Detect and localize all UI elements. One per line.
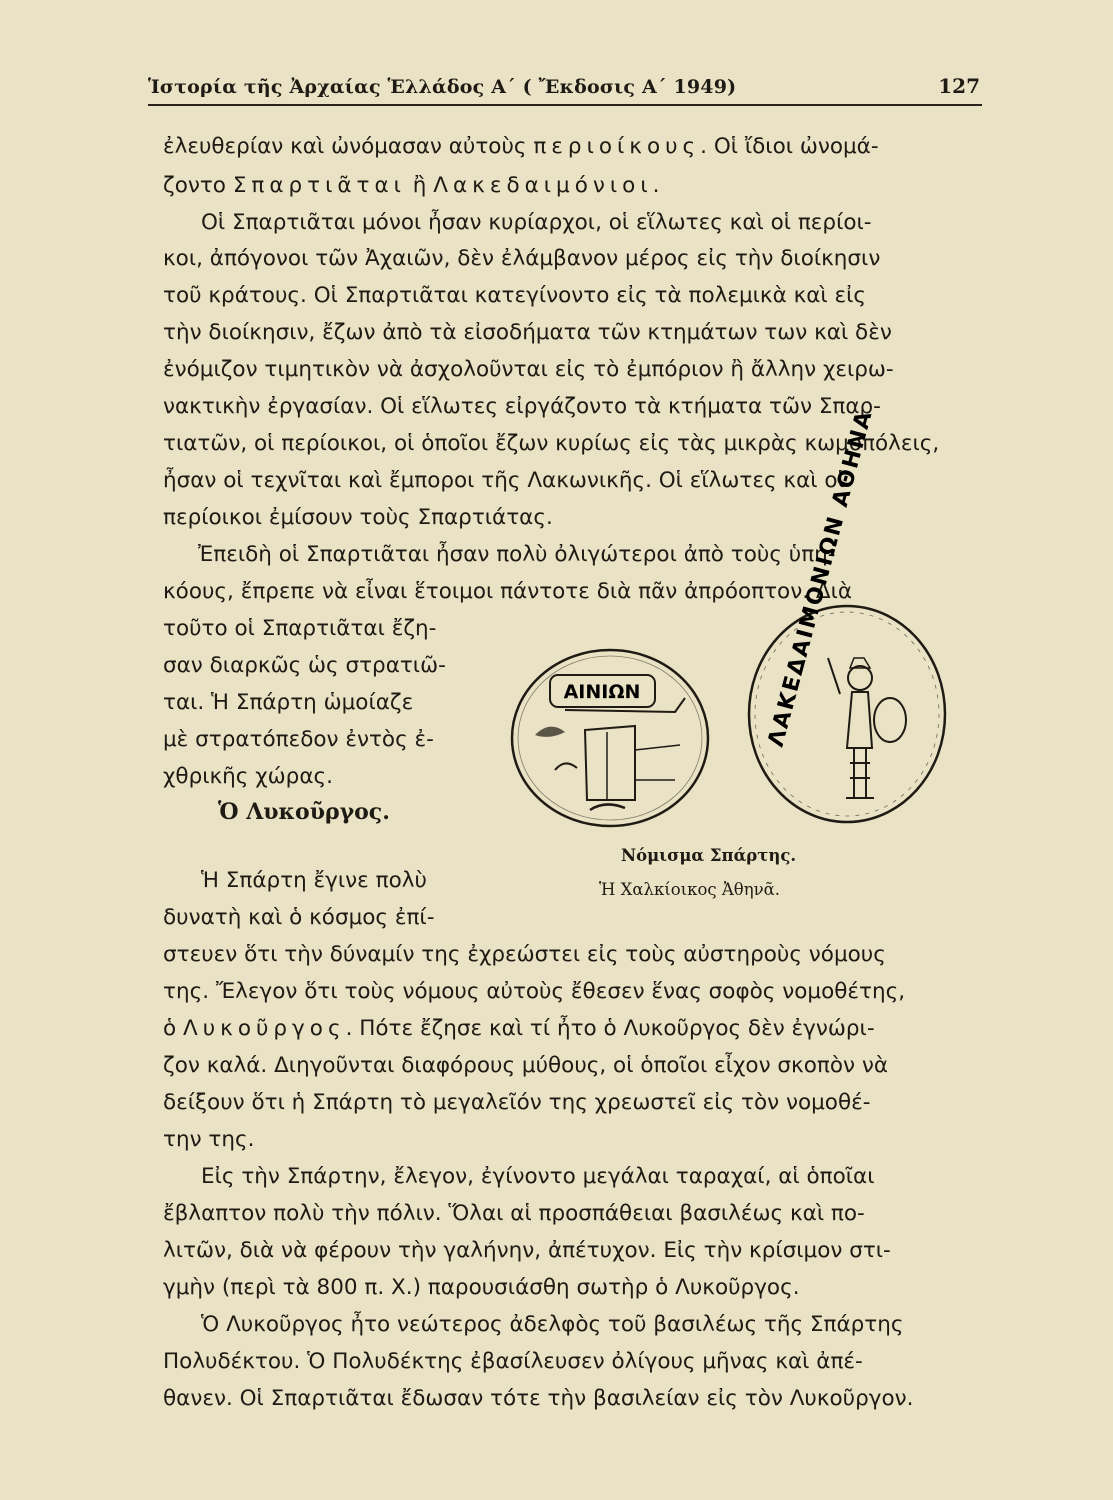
text-line: ἐλευθερίαν καὶ ὠνόμασαν αὐτοὺς περιοίκους. Οἱ ἴδιοι ὠνομά- (163, 134, 879, 159)
text-line: λιτῶν, διὰ νὰ φέρουν τὴν γαλήνην, ἀπέτυχον. Εἰς τὴν κρίσιμον στι- (163, 1238, 891, 1263)
text-line: μὲ στρατόπεδον ἐντὸς ἐ- (163, 727, 434, 752)
figure-caption-title: Νόμισμα Σπάρτης. (621, 846, 797, 865)
text-line: Οἱ Σπαρτιᾶται μόνοι ἦσαν κυρίαρχοι, οἱ εἵλωτες καὶ οἱ περίοι- (201, 210, 872, 235)
text-line: ὁ Λυκοῦργος. Πότε ἔζησε καὶ τί ἦτο ὁ Λυκοῦργος δὲν ἐγνώρι- (163, 1016, 875, 1041)
text-line: ἐνόμιζον τιμητικὸν νὰ ἀσχολοῦνται εἰς τὸ ἐμπόριον ἢ ἄλλην χειρω- (163, 357, 894, 382)
coin-athena-illustration (742, 407, 952, 830)
text-line: ζοντο Σπαρτιᾶται ἢ Λακεδαιμόνιοι. (163, 173, 660, 198)
text-line: στευεν ὅτι τὴν δύναμίν της ἐχρεώστει εἰς τοὺς αὐστηροὺς νόμους (163, 942, 886, 967)
text-line: ἦσαν οἱ τεχνῖται καὶ ἔμποροι τῆς Λακωνικῆς. Οἱ εἵλωτες καὶ οἱ (163, 468, 845, 493)
coin-legend-left: ΑΙΝΙΩΝ (563, 681, 641, 703)
text-line: ἔβλαπτον πολὺ τὴν πόλιν. Ὅλαι αἱ προσπάθειαι βασιλέως καὶ πο- (163, 1201, 865, 1226)
figure-caption-subtitle: Ἡ Χαλκίοικος Ἀθηνᾶ. (599, 880, 781, 899)
page-number: 127 (938, 74, 980, 98)
section-heading: Ὁ Λυκοῦργος. (218, 799, 390, 825)
coin-reverse-illustration (505, 640, 715, 840)
running-header (148, 74, 982, 106)
text-line: Εἰς τὴν Σπάρτην, ἔλεγον, ἐγίνοντο μεγάλαι ταραχαί, αἱ ὁποῖαι (201, 1164, 875, 1189)
text-line: δείξουν ὅτι ἡ Σπάρτη τὸ μεγαλεῖόν της χρεωστεῖ εἰς τὸν νομοθέ- (163, 1090, 871, 1115)
text-line: θανεν. Οἱ Σπαρτιᾶται ἔδωσαν τότε τὴν βασιλείαν εἰς τὸν Λυκοῦργον. (163, 1386, 914, 1411)
text-line: την της. (163, 1127, 255, 1152)
text-line: χθρικῆς χώρας. (163, 764, 333, 789)
text-line: Ὁ Λυκοῦργος ἦτο νεώτερος ἀδελφὸς τοῦ βασιλέως τῆς Σπάρτης (201, 1312, 904, 1337)
text-line: ζον καλά. Διηγοῦνται διαφόρους μύθους, οἱ ὁποῖοι εἶχον σκοπὸν νὰ (163, 1053, 888, 1078)
text-line: Ἡ Σπάρτη ἔγινε πολὺ (201, 868, 427, 893)
text-line: σαν διαρκῶς ὡς στρατιῶ- (163, 653, 446, 678)
text-line: ται. Ἡ Σπάρτη ὡμοίαζε (163, 690, 414, 715)
text-line: τὴν διοίκησιν, ἔζων ἀπὸ τὰ εἰσοδήματα τῶν κτημάτων των καὶ δὲν (163, 320, 892, 345)
text-line: περίοικοι ἐμίσουν τοὺς Σπαρτιάτας. (163, 505, 553, 530)
text-line: τοῦ κράτους. Οἱ Σπαρτιᾶται κατεγίνοντο εἰς τὰ πολεμικὰ καὶ εἰς (163, 283, 867, 308)
text-line: Ἐπειδὴ οἱ Σπαρτιᾶται ἦσαν πολὺ ὀλιγώτεροι ἀπὸ τοὺς ὑπη- (198, 542, 836, 567)
text-line: νακτικὴν ἐργασίαν. Οἱ εἵλωτες εἰργάζοντο τὰ κτήματα τῶν Σπαρ- (163, 394, 881, 419)
text-line: δυνατὴ καὶ ὁ κόσμος ἐπί- (163, 905, 435, 930)
text-line: της. Ἔλεγον ὅτι τοὺς νόμους αὐτοὺς ἔθεσεν ἕνας σοφὸς νομοθέτης, (163, 979, 906, 1004)
text-line: Πολυδέκτου. Ὁ Πολυδέκτης ἐβασίλευσεν ὀλίγους μῆνας καὶ ἀπέ- (163, 1349, 863, 1374)
text-line: γμὴν (περὶ τὰ 800 π. Χ.) παρουσιάσθη σωτὴρ ὁ Λυκοῦργος. (163, 1275, 800, 1300)
text-line: κόους, ἔπρεπε νὰ εἶναι ἕτοιμοι πάντοτε διὰ πᾶν ἀπρόοπτον. Διὰ (163, 579, 853, 604)
text-line: τοῦτο οἱ Σπαρτιᾶται ἔζη- (163, 616, 437, 641)
coin-legend-right: ΛΑΚΕΔΑΙΜΟΝΙΩΝ ΑΘΗΝΑ (763, 407, 878, 750)
text-line: κοι, ἀπόγονοι τῶν Ἀχαιῶν, δὲν ἐλάμβανον μέρος εἰς τὴν διοίκησιν (163, 246, 881, 271)
header-title: Ἱστορία τῆς Ἀρχαίας Ἑλλάδος Α΄ ( Ἔκδοσις Α΄ 1949) (148, 76, 737, 98)
text-line: τιατῶν, οἱ περίοικοι, οἱ ὁποῖοι ἔζων κυρίως εἰς τὰς μικρὰς κωμοπόλεις, (163, 431, 940, 456)
